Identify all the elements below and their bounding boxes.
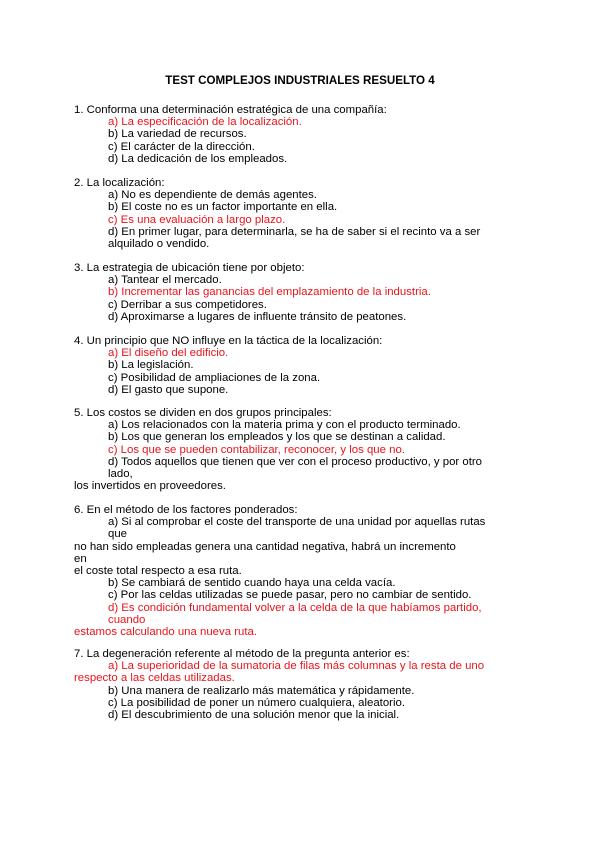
option-line: d) Aproximarse a lugares de influente tránsito de peatones. (108, 310, 407, 323)
option-line: a) Los relacionados con la materia prima y con el producto terminado. (108, 419, 461, 432)
option-line: c) Por las celdas utilizadas se puede pasar, pero no cambiar de sentido. (108, 589, 472, 602)
option-line: b) Se cambiará de sentido cuando haya una celda vacía. (108, 577, 396, 590)
question-text: 6. En el método de los factores ponderados: (74, 504, 298, 516)
option-continuation: estamos calculando una nueva ruta. (74, 626, 258, 639)
question-text: 7. La degeneración referente al método de la pregunta anterior es: (74, 648, 410, 660)
option-continuation: que (108, 528, 128, 541)
question-4 (74, 335, 524, 396)
option-line: b) La variedad de recursos. (108, 128, 247, 141)
question-6 (74, 504, 524, 638)
option-line: c) El carácter de la dirección. (108, 140, 255, 153)
option-line: c) Los que se pueden contabilizar, reconocer, y los que no. (108, 443, 405, 456)
option-line: d) El descubrimiento de una solución menor que la inicial. (108, 709, 400, 722)
option-line: a) El diseño del edificio. (108, 347, 229, 360)
option-line: b) El coste no es un factor importante en ella. (108, 201, 338, 214)
option-line: b) Una manera de realizarlo más matemática y rápidamente. (108, 684, 415, 697)
option-continuation: el coste total respecto a esa ruta. (74, 565, 242, 578)
question-text: 2. La localización: (74, 177, 165, 189)
option-line: d) En primer lugar, para determinarla, se ha de saber si el recinto va a ser (108, 225, 481, 238)
document-title: TEST COMPLEJOS INDUSTRIALES RESUELTO 4 (165, 74, 435, 87)
option-line: a) La superioridad de la sumatoria de filas más columnas y la resta de uno (108, 660, 485, 673)
question-text: 4. Un principio que NO influye en la táctica de la localización: (74, 335, 383, 347)
option-line: a) Si al comprobar el coste del transporte de una unidad por aquellas rutas (108, 516, 486, 529)
question-5 (74, 407, 524, 492)
option-continuation: lado, (108, 468, 133, 481)
question-7 (74, 648, 524, 721)
option-line: d) Es condición fundamental volver a la celda de la que habíamos partido, (108, 601, 482, 614)
question-text: 1. Conforma una determinación estratégica de una compañía: (74, 104, 387, 116)
option-continuation: respecto a las celdas utilizadas. (74, 672, 235, 685)
option-line: a) No es dependiente de demás agentes. (108, 189, 317, 202)
option-continuation: cuando (108, 613, 146, 626)
option-continuation: en (74, 552, 87, 565)
option-line: d) La dedicación de los empleados. (108, 152, 288, 165)
question-text: 5. Los costos se dividen en dos grupos principales: (74, 407, 332, 419)
option-line: c) Es una evaluación a largo plazo. (108, 213, 286, 226)
option-line: d) Todos aquellos que tienen que ver con el proceso productivo, y por otro (108, 455, 483, 468)
option-continuation: alquilado o vendido. (108, 238, 210, 251)
option-line: a) La especificación de la localización. (108, 116, 302, 129)
option-line: b) Incrementar las ganancias del emplazamiento de la industria. (108, 286, 431, 299)
question-2 (74, 177, 524, 250)
option-line: b) La legislación. (108, 359, 194, 372)
question-3 (74, 262, 524, 323)
option-line: b) Los que generan los empleados y los que se destinan a calidad. (108, 431, 446, 444)
option-continuation: no han sido empleadas genera una cantidad negativa, habrá un incremento (74, 540, 456, 553)
option-continuation: los invertidos en proveedores. (74, 480, 226, 493)
question-text: 3. La estrategia de ubicación tiene por objeto: (74, 262, 305, 274)
option-line: c) La posibilidad de poner un número cualquiera, aleatorio. (108, 696, 405, 709)
question-1 (74, 104, 524, 165)
option-line: a) Tantear el mercado. (108, 274, 222, 287)
option-line: d) El gasto que supone. (108, 383, 229, 396)
option-line: c) Posibilidad de ampliaciones de la zona. (108, 371, 321, 384)
option-line: c) Derribar a sus competidores. (108, 298, 267, 311)
